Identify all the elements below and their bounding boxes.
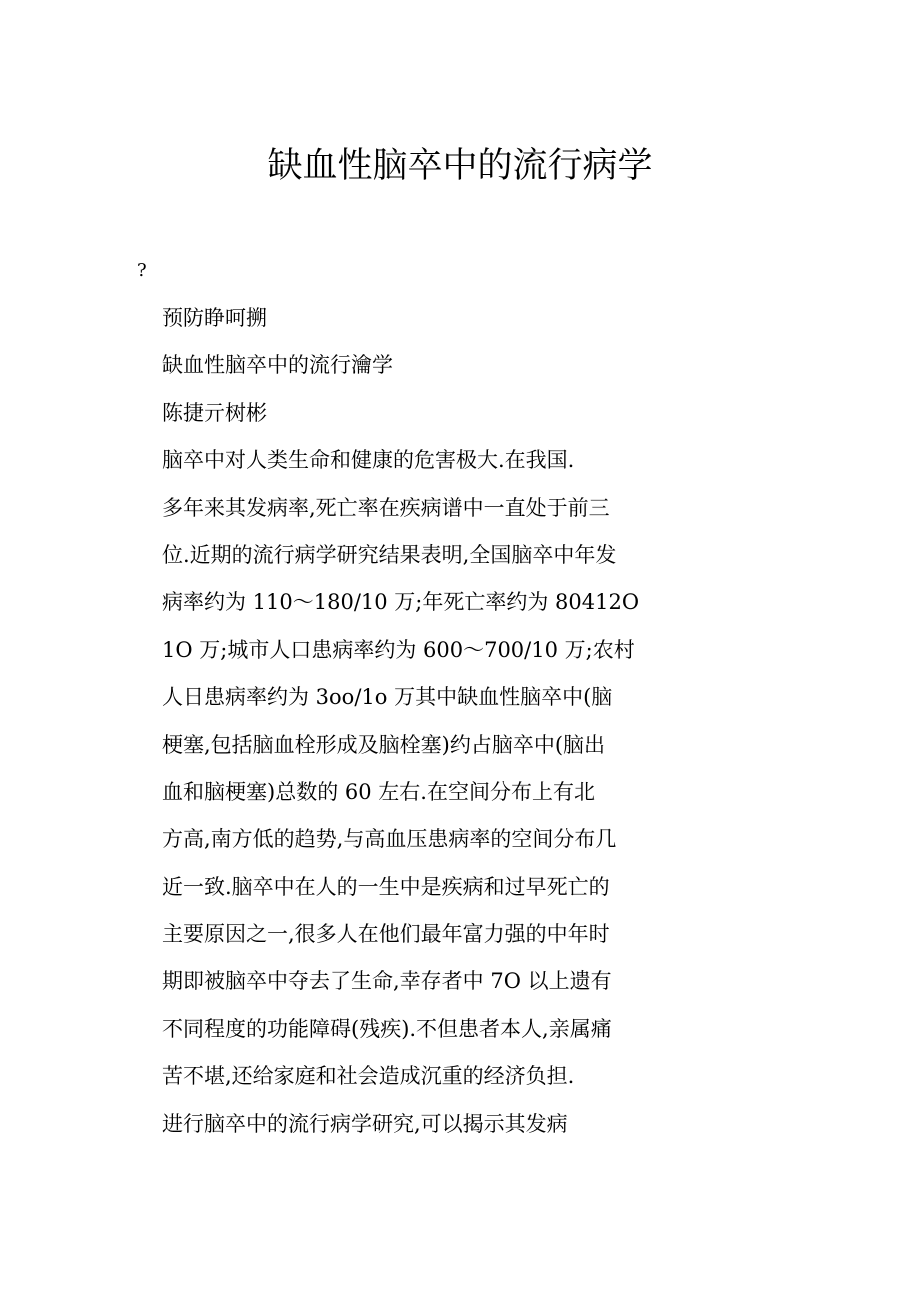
text-line: 苦不堪,还给家庭和社会造成沉重的经济负担. bbox=[162, 1064, 575, 1089]
document-title: 缺血性脑卒中的流行病学 bbox=[267, 146, 653, 186]
text-line: 血和脑梗塞)总数的 60 左右.在空间分布上有北 bbox=[162, 779, 595, 804]
text-line: 期即被脑卒中夺去了生命,幸存者中 7O 以上遗有 bbox=[162, 969, 612, 994]
text-line: 脑卒中对人类生命和健康的危害极大.在我国. bbox=[162, 448, 575, 473]
text-line: 人日患病率约为 3oo/1o 万其中缺血性脑卒中(脑 bbox=[162, 685, 613, 710]
text-line: 近一致.脑卒中在人的一生中是疾病和过早死亡的 bbox=[162, 874, 610, 899]
text-line: 病率约为 110～180/10 万;年死亡率约为 80412O bbox=[162, 590, 640, 615]
text-line: 预防睁呵搠 bbox=[162, 306, 267, 330]
text-line: 进行脑卒中的流行病学研究,可以揭示其发病 bbox=[162, 1111, 568, 1136]
text-line: 位.近期的流行病学研究结果表明,全国脑卒中年发 bbox=[162, 542, 617, 567]
text-line: 主要原因之一,很多人在他们最年富力强的中年时 bbox=[162, 922, 610, 947]
section-marker: ? bbox=[137, 260, 147, 281]
body-text bbox=[162, 302, 882, 1155]
text-line: 梗塞,包括脑血栓形成及脑栓塞)约占脑卒中(脑出 bbox=[162, 732, 606, 757]
text-line: 不同程度的功能障碍(残疾).不但患者本人,亲属痛 bbox=[162, 1016, 612, 1041]
text-line: 1O 万;城市人口患病率约为 600～700/10 万;农村 bbox=[162, 637, 635, 662]
text-line: 多年来其发病率,死亡率在疾病谱中一直处于前三 bbox=[162, 495, 610, 520]
text-line: 陈捷亓树彬 bbox=[162, 400, 267, 425]
text-line: 缺血性脑卒中的流行瀹学 bbox=[162, 353, 393, 378]
text-line: 方高,南方低的趋势,与高血压患病率的空间分布几 bbox=[162, 827, 617, 852]
